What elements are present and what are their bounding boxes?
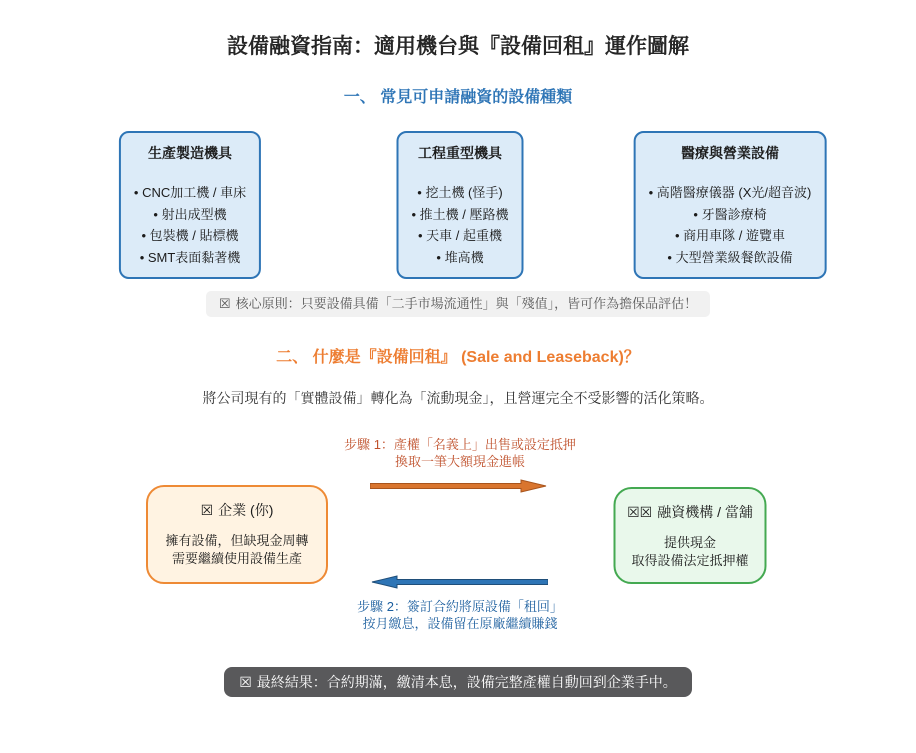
missing-glyph-icon: ☒☒ xyxy=(627,504,653,520)
page-title: 設備融資指南：適用機台與『設備回租』運作圖解 xyxy=(227,35,689,58)
final-result-row xyxy=(0,667,916,697)
step1-label-line1: 步驟 1：產權「名義上」出售或設定抵押 xyxy=(344,437,576,452)
lender-box xyxy=(614,487,767,584)
equipment-item: • 大型營業級餐飲設備 xyxy=(667,249,793,265)
equipment-box-manufacturing xyxy=(119,131,261,279)
company-box-description xyxy=(148,532,326,568)
step1-label-line2: 換取一筆大額現金進帳 xyxy=(394,454,525,469)
equipment-item: • CNC加工機 / 車床 xyxy=(133,185,247,200)
core-principle-note xyxy=(206,291,710,317)
lender-box-line1: 提供現金 xyxy=(663,535,716,550)
step2-label-line1: 步驟 2：簽訂合約將原設備「租回」 xyxy=(357,599,563,614)
equipment-item-list xyxy=(412,182,509,268)
equipment-boxes-row xyxy=(0,131,916,279)
lender-box-line2: 取得設備法定抵押權 xyxy=(631,553,749,568)
step2-arrow-left-icon xyxy=(370,575,548,589)
step1-arrow-right-icon xyxy=(370,479,548,493)
final-result-banner xyxy=(224,667,692,697)
company-box-title-text: 企業 (你) xyxy=(218,502,274,518)
company-box-line1: 擁有設備，但缺現金周轉 xyxy=(165,533,309,548)
equipment-item: • 包裝機 / 貼標機 xyxy=(141,228,239,243)
equipment-item: • 射出成型機 xyxy=(153,206,227,222)
company-box-line2: 需要繼續使用設備生產 xyxy=(171,551,302,566)
missing-glyph-icon: ☒ xyxy=(218,296,231,311)
equipment-item-list xyxy=(134,182,246,268)
company-box xyxy=(146,485,328,584)
missing-glyph-icon: ☒ xyxy=(200,502,214,518)
leaseback-flow-diagram xyxy=(0,430,916,630)
section2-heading: 二、 什麼是『設備回租』 (Sale and Leaseback)？ xyxy=(276,349,640,366)
equipment-item: • 堆高機 xyxy=(436,249,484,265)
step2-label-line2: 按月繳息，設備留在原廠繼續賺錢 xyxy=(362,616,558,631)
equipment-item: • 商用車隊 / 遊覽車 xyxy=(675,228,785,243)
equipment-box-medical-commercial xyxy=(634,131,827,279)
core-principle-note-text: 核心原則：只要設備具備「二手市場流通性」與「殘值」，皆可作為擔保品評估！ xyxy=(235,296,698,311)
section2-subtitle: 將公司現有的「實體設備」轉化為「流動現金」，且營運完全不受影響的活化策略。 xyxy=(202,390,714,406)
equipment-box-title: 醫療與營業設備 xyxy=(681,145,779,161)
equipment-box-construction xyxy=(397,131,524,279)
equipment-item: • 高階醫療儀器 (X光/超音波) xyxy=(648,185,812,200)
core-principle-note-row xyxy=(0,291,916,317)
equipment-box-title: 生產製造機具 xyxy=(147,145,232,161)
equipment-item: • SMT表面黏著機 xyxy=(139,249,241,265)
section1-heading: 一、 常見可申請融資的設備種類 xyxy=(343,89,573,106)
equipment-item: • 推土機 / 壓路機 xyxy=(411,206,509,222)
missing-glyph-icon: ☒ xyxy=(239,674,252,690)
equipment-item: • 牙醫診療椅 xyxy=(693,206,767,222)
equipment-item-list xyxy=(649,182,812,268)
infographic-canvas xyxy=(0,33,916,697)
lender-box-title-text: 融資機構 / 當舖 xyxy=(657,504,753,520)
step2-label xyxy=(357,598,563,632)
lender-box-description xyxy=(616,534,765,570)
final-result-text: 最終結果：合約期滿，繳清本息，設備完整產權自動回到企業手中。 xyxy=(256,674,677,690)
lender-box-title xyxy=(616,503,765,522)
company-box-title xyxy=(148,501,326,520)
equipment-item: • 天車 / 起重機 xyxy=(418,228,502,243)
step1-label xyxy=(344,436,576,470)
equipment-item: • 挖土機 (怪手) xyxy=(417,185,503,200)
equipment-box-title: 工程重型機具 xyxy=(418,145,502,161)
